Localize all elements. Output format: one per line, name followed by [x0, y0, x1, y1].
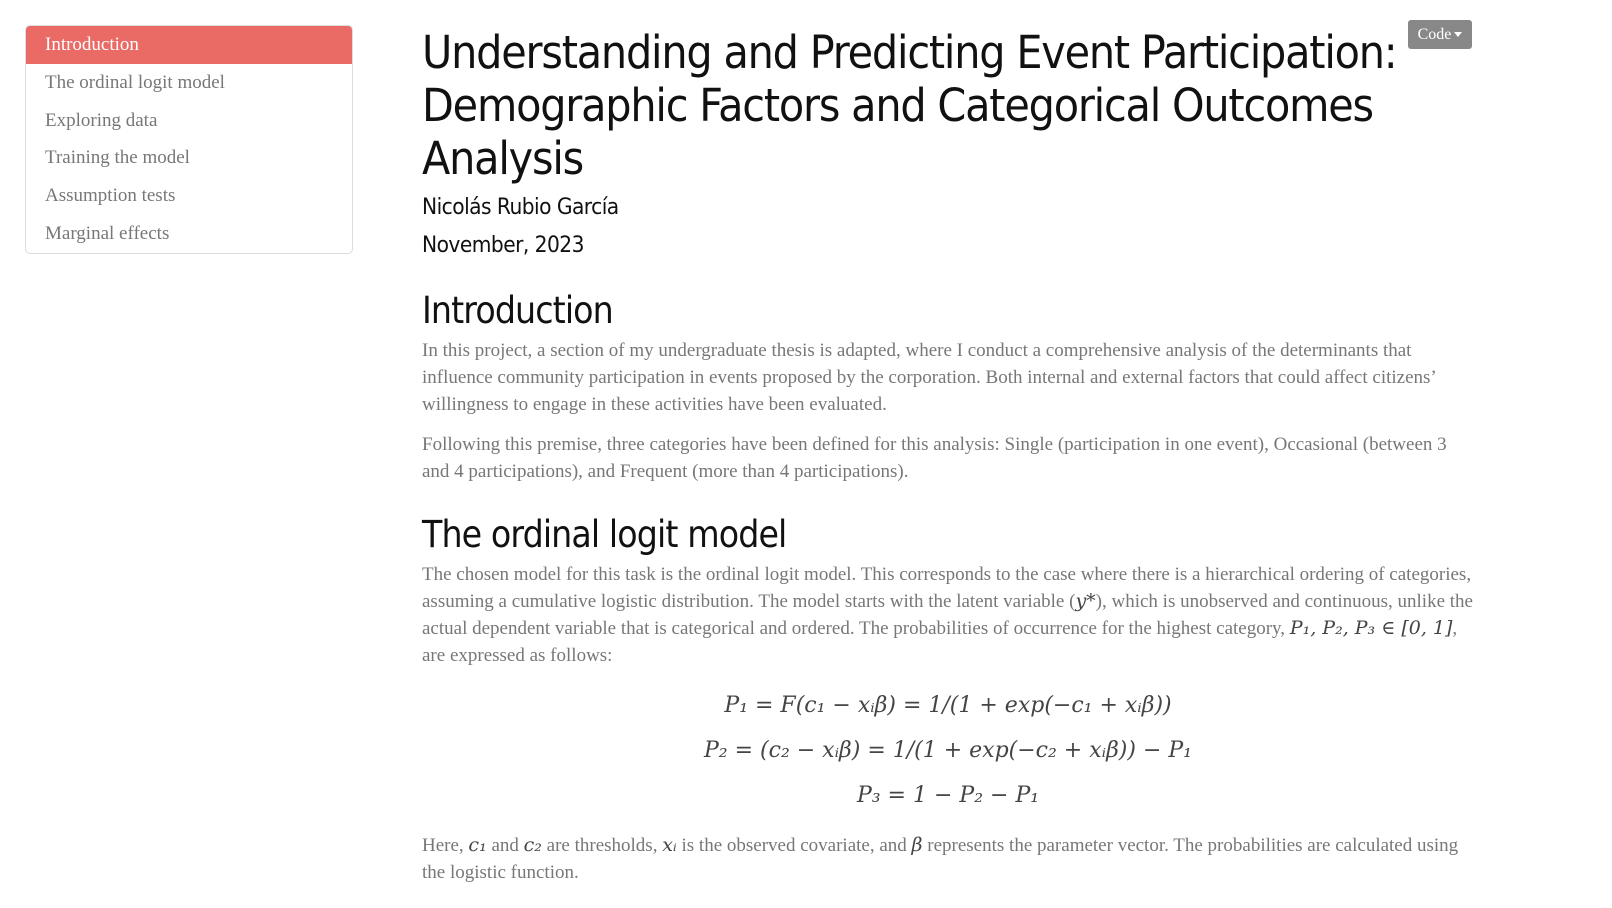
text-span: , are expressed as follows: [422, 618, 1458, 666]
section-ordinal-logit-model [422, 511, 1474, 886]
publish-date: November, 2023 [422, 233, 584, 258]
intro-paragraph-1: In this project, a section of my undergraduate thesis is adapted, where I conduct a comprehensive analysis of the determinants that influence community participation in events proposed by the corporation. Both internal and external factors that could affect citizens’ willingness to engage in these activities have been evaluated. [422, 340, 1436, 415]
page-title: Understanding and Predicting Event Participation: Demographic Factors and Categorical Outcomes Analysis [422, 26, 1397, 185]
text-span: are thresholds, [541, 835, 663, 856]
equation-p2: P₂ = (c₂ − xᵢβ) = 1/(1 + exp(−c₂ + xᵢβ)) − P₁ [704, 738, 1192, 763]
ordinal-paragraph-1 [422, 561, 1474, 669]
text-span: represents the parameter vector. The probabilities are calculated using the logistic function. [422, 835, 1459, 883]
toc-item-marginal-effects[interactable]: Marginal effects [45, 222, 170, 244]
intro-paragraph-2: Following this premise, three categories have been defined for this analysis: Single (participation in one event), Occasional (between 3 and 4 participations), and Frequent (more than 4 participations). [422, 434, 1447, 482]
text-span: The chosen model for this task is the ordinal logit model. This corresponds to the case where there is a hierarchical ordering of categories, assuming a cumulative logistic distribution. The model starts with the latent variable ( [422, 564, 1472, 612]
inline-math-c2: c₂ [523, 834, 542, 856]
section-introduction [422, 287, 1474, 485]
author: Nicolás Rubio García [422, 195, 619, 220]
text-span: and [486, 835, 524, 856]
document-body [422, 26, 1474, 886]
ordinal-paragraph-2 [422, 832, 1474, 886]
equation-p3: P₃ = 1 − P₂ − P₁ [856, 783, 1040, 808]
toc-item-ordinal-logit-model[interactable]: The ordinal logit model [45, 71, 225, 93]
equation-p1: P₁ = F(c₁ − xᵢβ) = 1/(1 + exp(−c₁ + xᵢβ)) [724, 693, 1172, 718]
toc-item-assumption-tests[interactable]: Assumption tests [45, 185, 176, 207]
toc-item-introduction[interactable]: Introduction [26, 26, 352, 64]
text-span: ), which is unobserved and continuous, unlike the actual dependent variable that is categorical and ordered. The probabilities of occurrence for the highest category, [422, 591, 1473, 639]
inline-math-xi: xᵢ [662, 834, 677, 856]
toc-item-training-the-model[interactable]: Training the model [45, 147, 190, 169]
inline-math-probabilities: P₁, P₂, P₃ ∈ [0, 1] [1289, 617, 1453, 639]
inline-math-beta: β [911, 834, 923, 856]
table-of-contents [25, 25, 353, 254]
inline-math-latent-variable: y* [1075, 590, 1096, 612]
toc-item-exploring-data[interactable]: Exploring data [45, 109, 158, 131]
inline-math-c1: c₁ [468, 834, 487, 856]
section-heading-introduction: Introduction [422, 289, 613, 332]
equation-block [422, 683, 1474, 818]
section-heading-ordinal-logit-model: The ordinal logit model [422, 513, 787, 556]
code-button-label: Code [1417, 26, 1452, 43]
text-span: Here, [422, 835, 469, 856]
text-span: is the observed covariate, and [676, 835, 912, 856]
